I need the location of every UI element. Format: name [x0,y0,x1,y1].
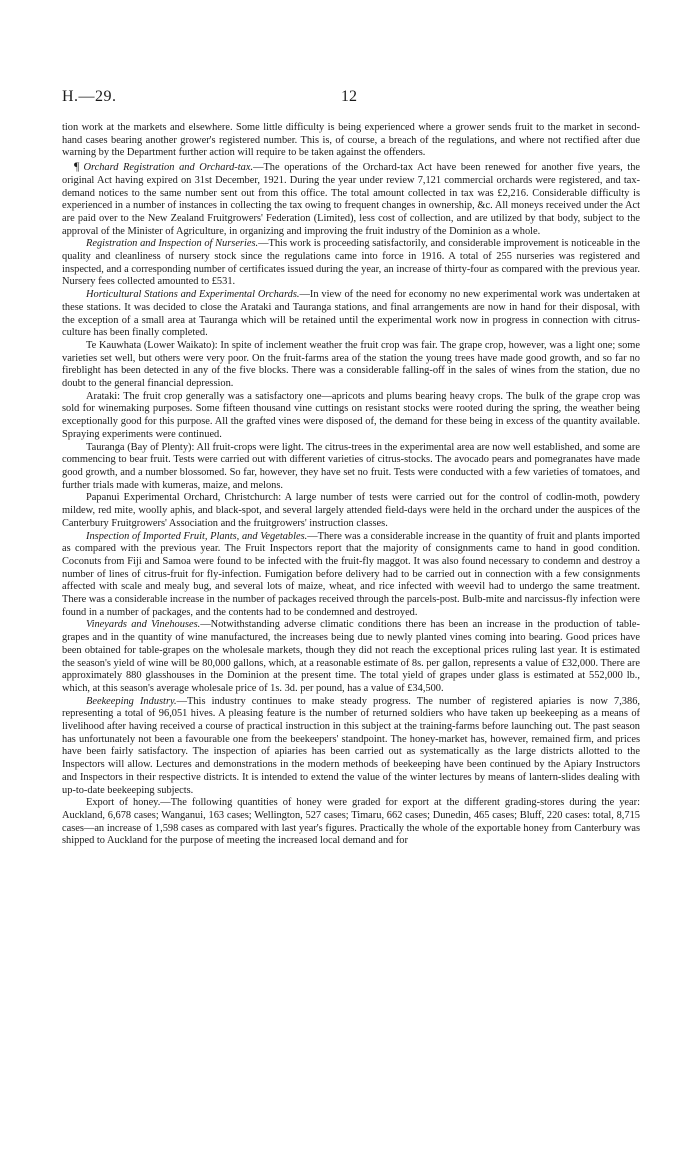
paragraph [62,492,640,530]
section-heading: Registration and Inspection of Nurseries. [86,238,259,250]
paragraph [62,391,640,442]
document-page [62,88,640,848]
section-heading: Beekeeping Industry. [86,695,177,707]
body-text [62,122,640,848]
section-heading: Orchard Registration and Orchard-tax. [83,162,254,174]
section-heading: Horticultural Stations and Experimental Orchards. [86,289,300,301]
paragraph-text: Papanui Experimental Orchard, Christchurch: A large number of tests were carried out for the control of codlin-moth, powdery mildew, red mite, woolly aphis, and black-spot, and several largely attended field-days were held in the orchard under the auspices of the Canterbury Fruitgrowers' Association and the fruitgrowers' instruction classes. [62,492,640,529]
paragraph [62,340,640,391]
paragraph [62,531,640,620]
page-number: 12 [341,88,357,105]
paragraph-text: Export of honey.—The following quantities of honey were graded for export at the different grading-stores during the year: Auckland, 6,678 cases; Wanganui, 163 cases; Wellington, 527 cases; Timaru, 662 cases; Dunedin, 465 cases; Bluff, 220 cases: total, 8,715 cases—an increase of 1,598 cases as compared with last year's figures. Practically the whole of the exportable honey from Canterbury was shipped to Auckland for the purpose of meeting the increased local demand and for [62,797,640,847]
paragraph-text: Tauranga (Bay of Plenty): All fruit-crops were light. The citrus-trees in the experimental area are now well established, and some are commencing to bear fruit. Tests were carried out with different varieties of citrus-stocks. The avocado pears and pomegranates have made good growth, and a number blossomed. So far, however, they have set no fruit. Tests were conducted with a few varieties of tomatoes, and further trials made with kumeras, maize, and melons. [62,441,640,491]
paragraph [62,797,640,848]
paragraph-text: Te Kauwhata (Lower Waikato): In spite of inclement weather the fruit crop was fair. The grape crop, however, was a light one; some varieties set well, but others were very poor. On the fruit-farms area of the station the young trees have made good growth, and so far no fireblight has been detected in any of the five blocks. There was a considerable falling-off in the sales of wines from the station, due no doubt to the general financial depression. [62,339,640,390]
section-heading: Vineyards and Vinehouses. [86,619,201,631]
paragraph-text: —This industry continues to make steady progress. The number of registered apiaries is now 7,386, representing a total of 96,051 hives. A pleasing feature is the number of returned soldiers who have taken up beekeeping as a means of livelihood after having received a course of practical instruction in this subject at the training-farms before launching out. The past season has unfortunately not been a favourable one from the beekeepers' standpoint. The honey-market has, however, remained firm, and prices have been fairly satisfactory. The inspection of apiaries has been carried out as systematically as the large districts allotted to the Inspectors will allow. Lectures and demonstrations in the modern methods of beekeeping have been continued by the Apiary Instructors and Inspectors in their respective districts. It is intended to extend the value of the winter lectures by means of lantern-slides dealing with up-to-date beekeeping subjects. [62,695,640,796]
paragraph-text: —The operations of the Orchard-tax Act have been renewed for another five years, the original Act having expired on 31st December, 1921. During the year under review 7,121 commercial orchards were registered, and tax-demand notices to the same number sent out from this office. The total amount collected in tax was £2,216. Considerable difficulty is experienced in a number of instances in collecting the tax owing to frequent changes in ownership, &c. All moneys received under the Act are paid over to the New Zealand Fruitgrowers' Federation (Limited), less cost of collection, and are utilized by that body, subject to the approval of the Minister of Agriculture, in organizing and improving the fruit industry of the Dominion as a whole. [62,162,640,237]
paragraph-text: —This work is proceeding satisfactorily, and considerable improvement is noticeable in the quality and cleanliness of nursery stock since the regulations came into force in 1916. A total of 255 nurseries was registered and inspected, and a corresponding number of certificates issued during the year, an increase of thirty-four as compared with the previous year. Nursery fees collected amounted to £531. [62,238,640,288]
paragraph [62,289,640,340]
paragraph-text: Arataki: The fruit crop generally was a satisfactory one—apricots and plums bearing heavy crops. The bulk of the grape crop was sold for winemaking purposes. Some fifteen thousand vine cuttings on resistant stocks were rooted during the spring, the weather being exceptionally good for this purpose. All the grafted vines were disposed of, the demand for these being in excess of the quantity available. Spraying experiments were continued. [62,390,640,440]
paragraph [62,619,640,695]
paragraph [62,696,640,798]
paragraph [62,160,640,238]
paragraph-text: —Notwithstanding adverse climatic conditions there has been an increase in the production of table-grapes and in the quantity of wine manufactured, the increases being due to newly planted vines coming into bearing. Good prices have been obtained for table-grapes on the wholesale markets, though they did not reach the exceptional prices ruling last year. It is estimated the season's yield of wine will be 80,000 gallons, which, at a reasonable estimate of 8s. per gallon, represents a value of £32,000. There are approximately 880 glasshouses in the Dominion at the present time. The total yield of grapes under glass is estimated at 552,000 lb., which, at this season's average wholesale price of 1s. 3d. per pound, has a value of £34,500. [62,619,641,694]
paragraph [62,238,640,289]
paragraph-mark: ¶ [74,159,80,174]
paragraph-text: —In view of the need for economy no new experimental work was undertaken at these stations. It was decided to close the Arataki and Tauranga stations, and final arrangements are now in hand for their disposal, with the exception of a small area at Tauranga which will be retained until the experimental work now in progress in connection with citrus-culture has been finally completed. [62,289,641,339]
paragraph [62,442,640,493]
report-reference: H.—29. [62,88,117,105]
section-heading: Inspection of Imported Fruit, Plants, and Vegetables. [86,530,308,542]
page-header [62,88,640,114]
paragraph [62,122,640,160]
paragraph-text: tion work at the markets and elsewhere. Some little difficulty is being experienced where a grower sends fruit to the market in second-hand cases bearing another grower's registered number. This is, of course, a breach of the regulations, and where not rectified after due warning by the Department further action will require to be taken against the offenders. [62,122,640,159]
paragraph-text: —There was a considerable increase in the quantity of fruit and plants imported as compared with the previous year. The Fruit Inspectors report that the majority of consignments came to hand in good condition. Coconuts from Fiji and Samoa were found to be infected with the fruit-fly maggot. It was also found necessary to condemn and destroy a number of lines of citrus-fruit for fly-infection. Fumigation before delivery had to be carried out in connection with a few consignments affected with scale and mealy bug, and several lots of maize, wheat, and rice infected with weevil had to undergo the same treatment. There was a considerable increase in the number of packages received through the parcels-post. Bulb-mite and narcissus-fly infection were found in a number of packages, and the contents had to be condemned and destroyed. [62,530,640,618]
